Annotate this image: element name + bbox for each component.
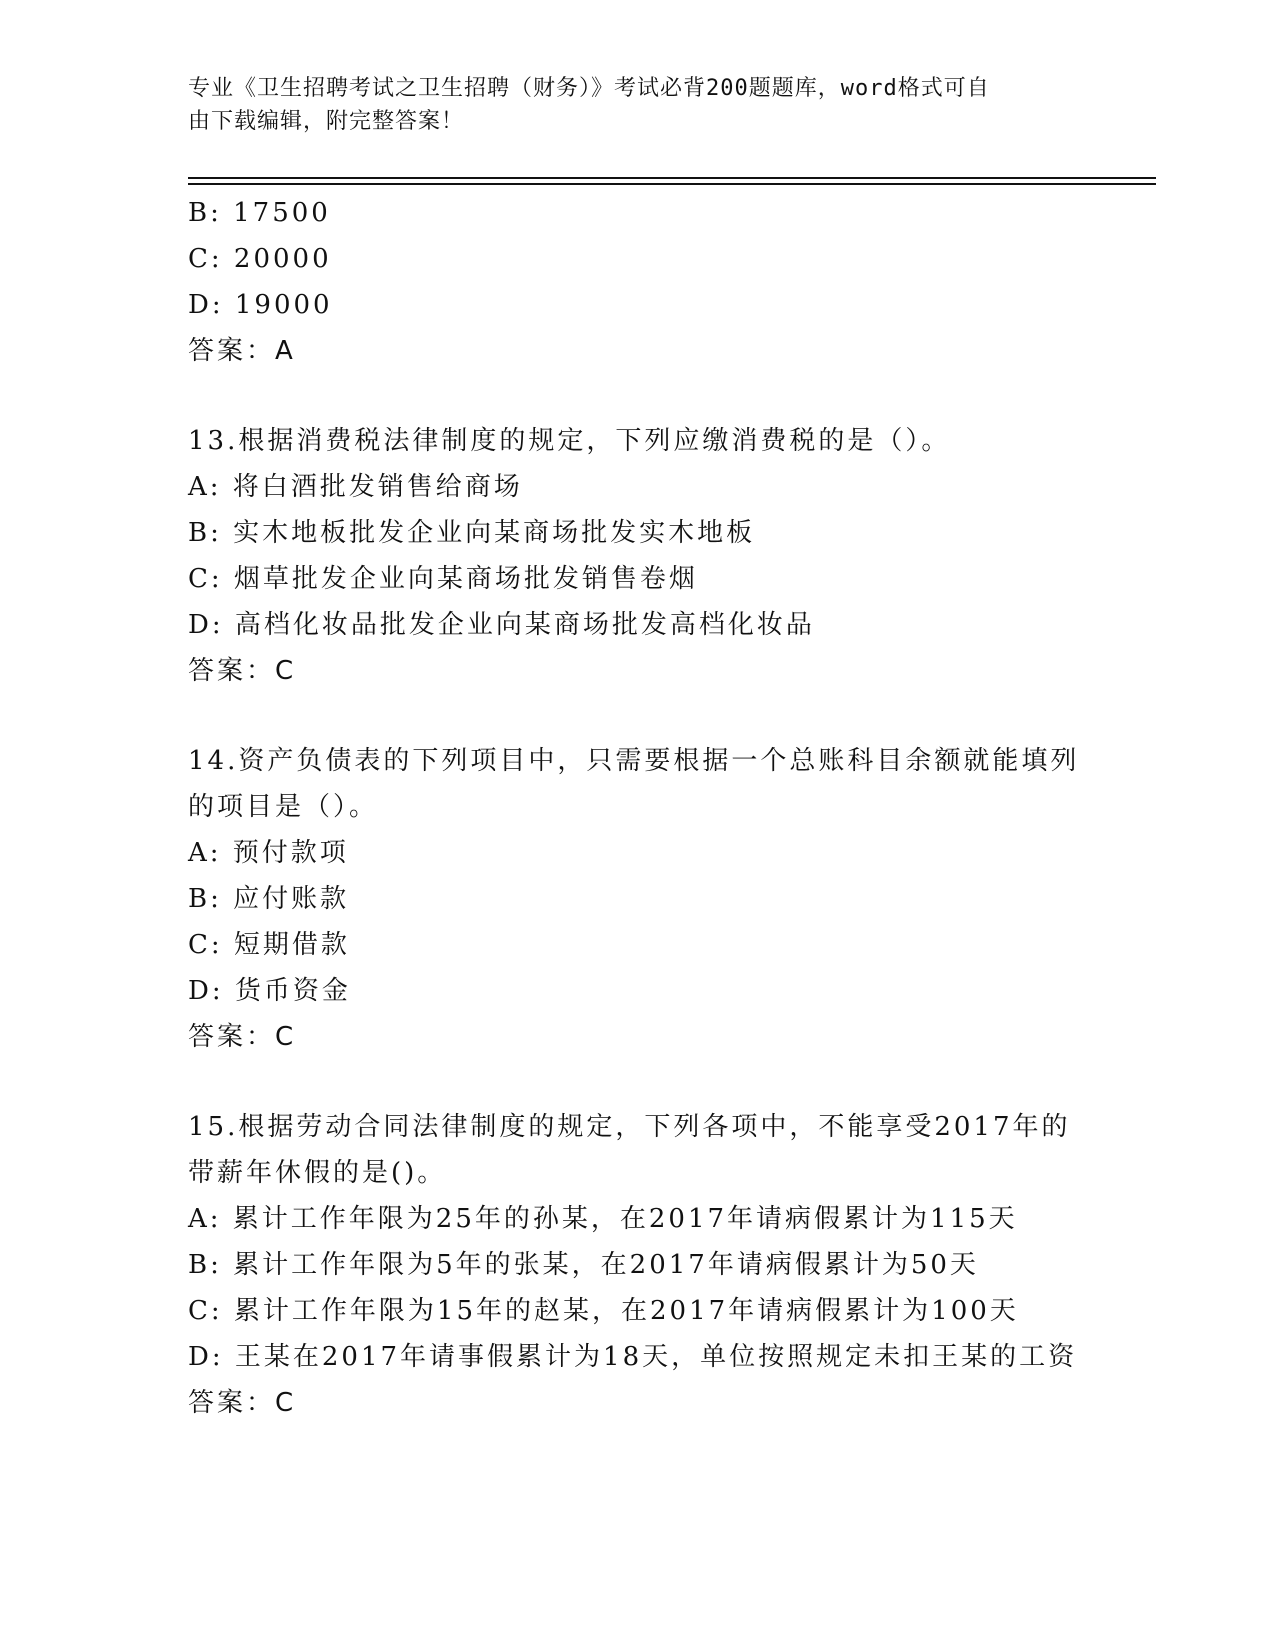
question-13-block xyxy=(188,418,1088,694)
q14-stem-line-1: 14.资产负债表的下列项目中，只需要根据一个总账科目余额就能填列 xyxy=(188,746,1080,776)
q15-stem-line-1: 15.根据劳动合同法律制度的规定，下列各项中，不能享受2017年的 xyxy=(188,1112,1071,1142)
question-14-block xyxy=(188,738,1088,1060)
q14-option-d: D: 货币资金 xyxy=(188,976,351,1006)
q12-option-d: D: 19000 xyxy=(188,290,333,320)
q13-option-a: A: 将白酒批发销售给商场 xyxy=(188,472,523,502)
q15-option-c: C: 累计工作年限为15年的赵某，在2017年请病假累计为100天 xyxy=(188,1296,1019,1326)
question-15-block xyxy=(188,1104,1088,1426)
q14-stem-line-2: 的项目是（）。 xyxy=(188,792,379,822)
q14-option-a: A: 预付款项 xyxy=(188,838,349,868)
question-12-block xyxy=(188,190,1088,374)
header-title-line-2: 由下载编辑，附完整答案！ xyxy=(188,109,465,134)
spacer xyxy=(188,1060,1088,1104)
q15-option-a: A: 累计工作年限为25年的孙某，在2017年请病假累计为115天 xyxy=(188,1204,1018,1234)
q15-stem-line-2: 带薪年休假的是()。 xyxy=(188,1158,447,1188)
q14-option-b: B: 应付账款 xyxy=(188,884,350,914)
question-list xyxy=(188,190,1088,1426)
q13-answer: 答案：C xyxy=(188,656,297,686)
q15-option-b: B: 累计工作年限为5年的张某，在2017年请病假累计为50天 xyxy=(188,1250,979,1280)
q13-option-b: B: 实木地板批发企业向某商场批发实木地板 xyxy=(188,518,756,548)
q12-answer: 答案：A xyxy=(188,336,296,366)
q15-option-d: D: 王某在2017年请事假累计为18天，单位按照规定未扣王某的工资 xyxy=(188,1342,1078,1372)
spacer xyxy=(188,694,1088,738)
header-title-line-1: 专业《卫生招聘考试之卫生招聘（财务）》考试必背200题题库，word格式可自 xyxy=(188,76,990,101)
q12-option-c: C: 20000 xyxy=(188,244,332,274)
q14-option-c: C: 短期借款 xyxy=(188,930,350,960)
q12-option-b: B: 17500 xyxy=(188,198,331,228)
q13-option-c: C: 烟草批发企业向某商场批发销售卷烟 xyxy=(188,564,698,594)
header-divider-top xyxy=(188,177,1156,179)
q15-answer: 答案：C xyxy=(188,1388,297,1418)
q14-answer: 答案：C xyxy=(188,1022,297,1052)
document-header xyxy=(188,72,1068,138)
header-divider-bottom xyxy=(188,183,1156,185)
q13-option-d: D: 高档化妆品批发企业向某商场批发高档化妆品 xyxy=(188,610,815,640)
spacer xyxy=(188,374,1088,418)
q13-stem: 13.根据消费税法律制度的规定，下列应缴消费税的是（）。 xyxy=(188,426,951,456)
